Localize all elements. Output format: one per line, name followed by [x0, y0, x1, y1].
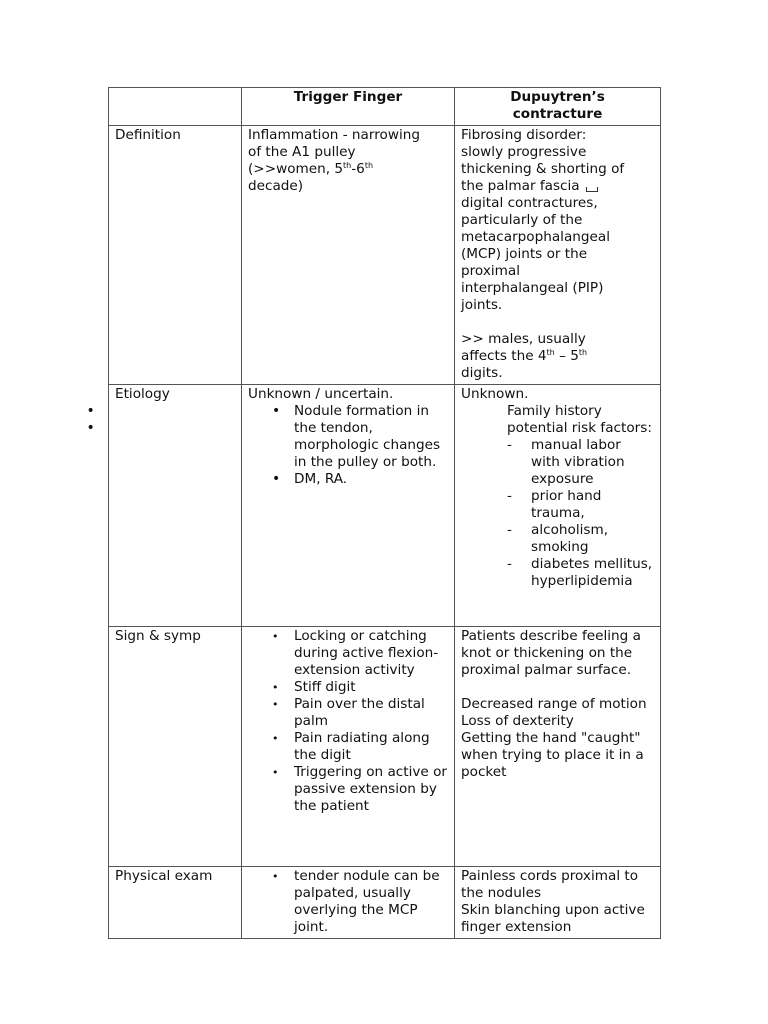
- superscript: th: [364, 161, 374, 170]
- definition-dupuytren-line: (MCP) joints or the: [461, 246, 588, 262]
- header-empty-cell: [109, 88, 242, 126]
- definition-dupuytren-line: >> males, usually: [461, 331, 586, 347]
- etiology-trigger-list: [248, 403, 448, 488]
- definition-dupuytren-line: digits.: [461, 365, 503, 381]
- superscript: th: [578, 348, 588, 357]
- definition-trigger-cell: [242, 126, 455, 385]
- etiology-dupuytren-cell: [455, 385, 661, 627]
- etiology-trigger-intro: Unknown / uncertain.: [248, 386, 394, 402]
- list-item: • Pain over the distal palm: [294, 696, 448, 730]
- physical-trigger-list: [248, 868, 448, 936]
- definition-trigger-line: Inflammation - narrowing: [248, 127, 420, 143]
- list-item: • Locking or catching during active flexion-extension activity: [294, 628, 448, 679]
- physical-trigger-cell: [242, 867, 455, 939]
- row-label-sign: Sign & symp: [109, 627, 242, 867]
- sign-dupuytren-cell: [455, 627, 661, 867]
- text-run: (>>women, 5: [248, 161, 344, 177]
- row-label-definition: Definition: [109, 126, 242, 385]
- definition-trigger-line: [248, 161, 448, 178]
- definition-trigger-line: decade): [248, 178, 304, 194]
- list-item: - prior hand trauma,: [531, 488, 654, 522]
- etiology-dupuytren-list: [461, 403, 654, 590]
- list-item: • Family history: [507, 403, 654, 420]
- list-item: • Pain radiating along the digit: [294, 730, 448, 764]
- list-item: - manual labor with vibration exposure: [531, 437, 654, 488]
- etiology-dupuytren-intro: Unknown.: [461, 386, 529, 402]
- row-label-physical: Physical exam: [109, 867, 242, 939]
- paragraph-gap: [461, 679, 654, 696]
- list-item: • Stiff digit: [294, 679, 448, 696]
- definition-dupuytren-line: digital contractures,: [461, 195, 598, 211]
- definition-dupuytren-line: Fibrosing disorder:: [461, 127, 587, 143]
- list-item: • Nodule formation in the tendon, morphologic changes in the pulley or both.: [294, 403, 448, 471]
- header-dupuytren: [455, 88, 661, 126]
- definition-dupuytren-line: slowly progressive: [461, 144, 587, 160]
- header-dupuytren-line1: Dupuytren’s: [510, 89, 605, 105]
- text-run: -6: [351, 161, 365, 177]
- text-run: affects the 4: [461, 348, 547, 364]
- definition-dupuytren-line: interphalangeal (PIP): [461, 280, 604, 296]
- superscript: th: [546, 348, 555, 357]
- definition-dupuytren-line: [461, 178, 654, 195]
- list-item: [507, 420, 654, 590]
- sign-dupuytren-line: Getting the hand "caught" when trying to place it in a pocket: [461, 730, 644, 780]
- definition-trigger-line: of the A1 pulley: [248, 144, 356, 160]
- definition-dupuytren-line: joints.: [461, 297, 503, 313]
- superscript: th: [343, 161, 352, 170]
- definition-row: [109, 126, 661, 385]
- row-label-etiology: Etiology: [109, 385, 242, 627]
- arrow-icon: [586, 187, 598, 192]
- sign-trigger-list: [248, 628, 448, 815]
- sign-dupuytren-line: Loss of dexterity: [461, 713, 574, 729]
- definition-dupuytren-line: [461, 348, 654, 365]
- sign-dupuytren-line: Decreased range of motion: [461, 696, 647, 712]
- comparison-table: [108, 87, 661, 939]
- definition-dupuytren-line: particularly of the: [461, 212, 583, 228]
- etiology-trigger-cell: [242, 385, 455, 627]
- list-item: • tender nodule can be palpated, usually overlying the MCP joint.: [294, 868, 448, 936]
- definition-dupuytren-line: thickening & shorting of: [461, 161, 625, 177]
- sign-trigger-cell: [242, 627, 455, 867]
- header-trigger-text: Trigger Finger: [293, 89, 403, 105]
- list-item: • DM, RA.: [294, 471, 448, 488]
- physical-dupuytren-line: Painless cords proximal to the nodules: [461, 868, 639, 901]
- sign-dupuytren-paragraph: Patients describe feeling a knot or thickening on the proximal palmar surface.: [461, 628, 641, 678]
- header-row: [109, 88, 661, 126]
- definition-dupuytren-line: metacarpophalangeal: [461, 229, 611, 245]
- physical-exam-row: [109, 867, 661, 939]
- text-run: – 5: [554, 348, 579, 364]
- header-trigger-finger: [242, 88, 455, 126]
- paragraph-gap: [461, 314, 654, 331]
- sign-symptom-row: [109, 627, 661, 867]
- text-run: potential risk factors:: [507, 420, 652, 436]
- definition-dupuytren-cell: [455, 126, 661, 385]
- etiology-row: [109, 385, 661, 627]
- risk-factor-list: [507, 437, 654, 590]
- list-item: - diabetes mellitus, hyperlipidemia: [531, 556, 654, 590]
- header-dupuytren-line2: contracture: [512, 106, 603, 122]
- definition-dupuytren-line: proximal: [461, 263, 520, 279]
- list-item: • Triggering on active or passive extension by the patient: [294, 764, 448, 815]
- list-item: - alcoholism, smoking: [531, 522, 654, 556]
- physical-dupuytren-line: Skin blanching upon active finger extension: [461, 902, 645, 935]
- text-run: the palmar fascia: [461, 178, 580, 194]
- physical-dupuytren-cell: [455, 867, 661, 939]
